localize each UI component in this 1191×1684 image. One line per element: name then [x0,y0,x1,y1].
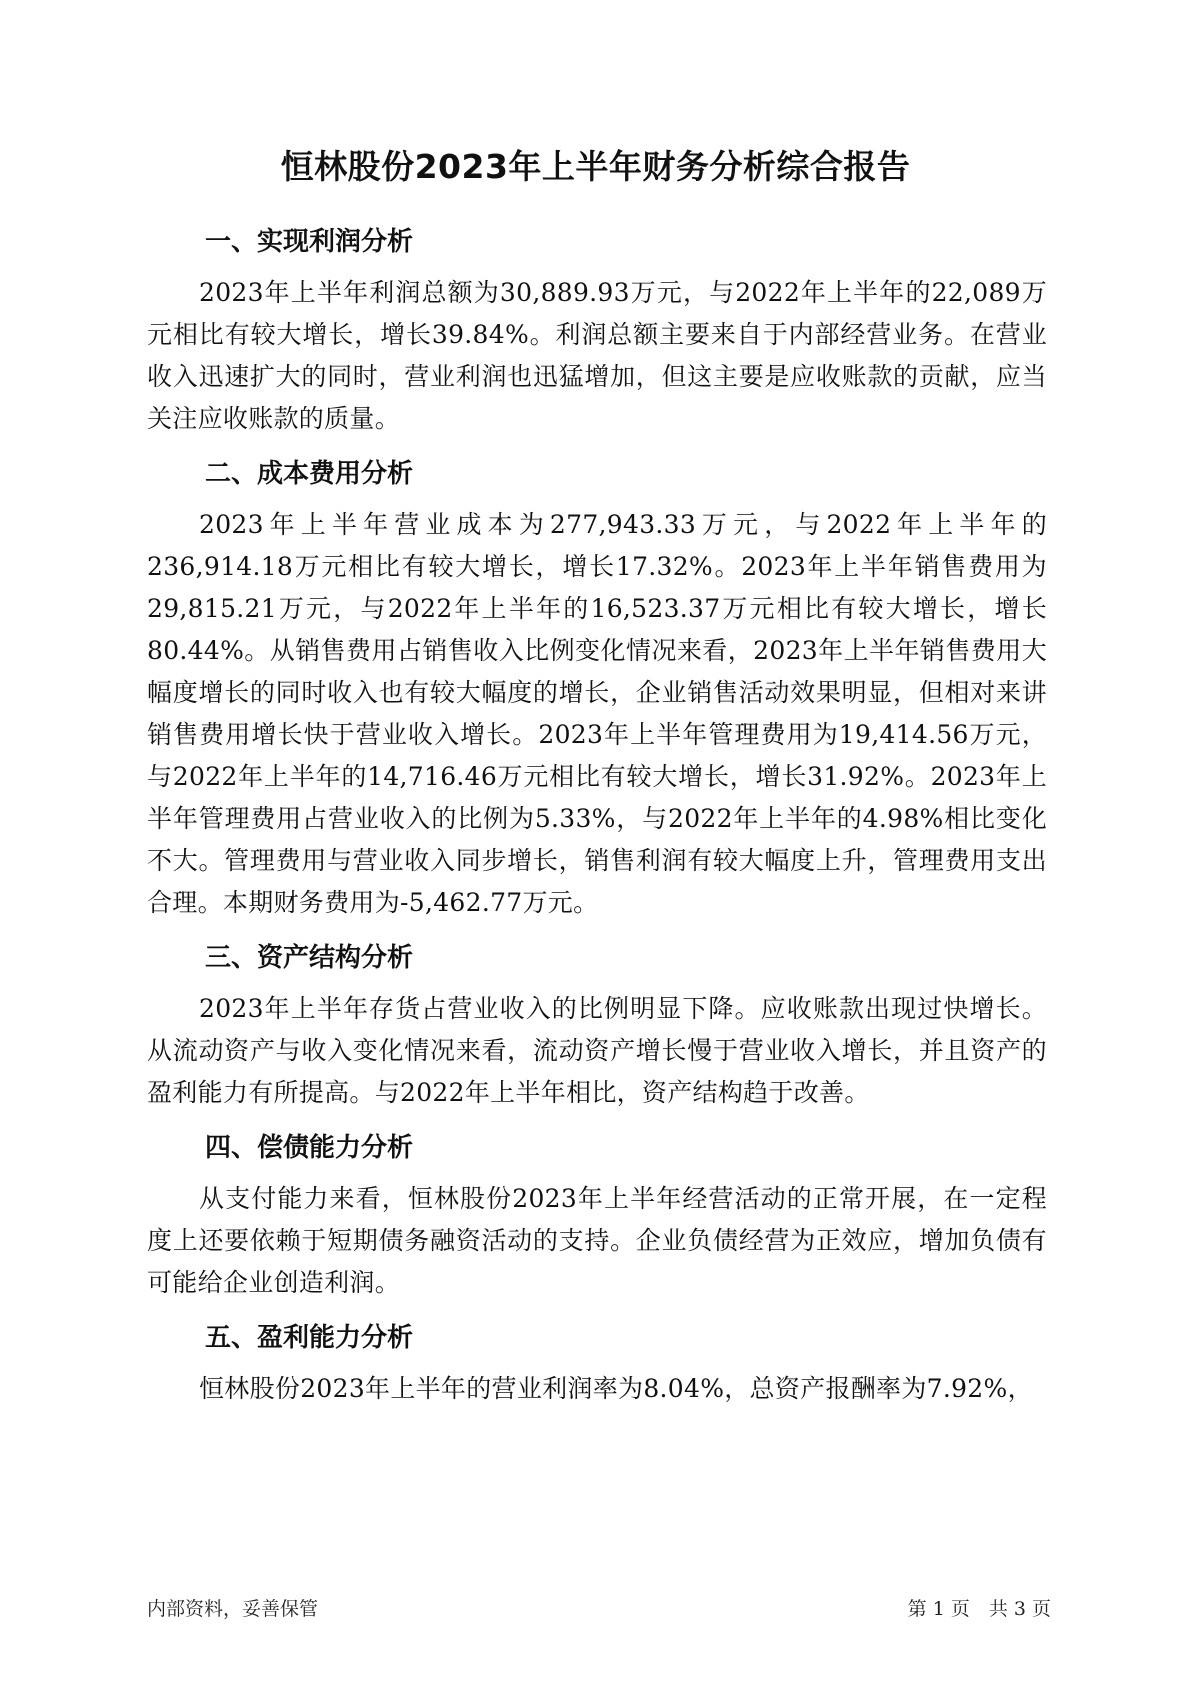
section-paragraph: 2023年上半年利润总额为30,889.93万元，与2022年上半年的22,089万元相比有较大增长，增长39.84%。利润总额主要来自于内部经营业务。在营业收入迅速扩大的同时，营业利润也迅猛增加，但这主要是应收账款的贡献，应当关注应收账款的质量。 [147,278,1047,433]
section-heading: 一、实现利润分析 [205,227,414,257]
section-profit [147,222,1047,440]
section-paragraph: 恒林股份2023年上半年的营业利润率为8.04%，总资产报酬率为7.92%， [199,1374,1033,1403]
section-profitability [147,1318,1047,1410]
document-title: 恒林股份2023年上半年财务分析综合报告 [280,147,911,186]
footer-page-number: 第 1 页 共 3 页 [907,1598,1051,1620]
section-heading: 四、偿债能力分析 [205,1133,414,1163]
section-paragraph: 2023年上半年营业成本为277,943.33万元，与2022年上半年的236,914.18万元相比有较大增长，增长17.32%。2023年上半年销售费用为29,815.21万元，与2022年上半年的16,523.37万元相比有较大增长，增长80.44%。从销售费用占销售收入比例变化情况来看，2023年上半年销售费用大幅度增长的同时收入也有较大幅度的增长，企业销售活动效果明显，但相对来讲销售费用增长快于营业收入增长。2023年上半年管理费用为19,414.56万元，与2022年上半年的14,716.46万元相比有较大增长，增长31.92%。2023年上半年管理费用占营业收入的比例为5.33%，与2022年上半年的4.98%相比变化不大。管理费用与营业收入同步增长，销售利润有较大幅度上升，管理费用支出合理。本期财务费用为-5,462.77万元。 [147,510,1047,917]
section-asset-structure [147,938,1047,1114]
footer-confidential-note: 内部资料，妥善保管 [147,1598,319,1620]
section-cost-expense [147,454,1047,924]
section-heading: 三、资产结构分析 [205,943,414,973]
section-paragraph: 2023年上半年存货占营业收入的比例明显下降。应收账款出现过快增长。从流动资产与收入变化情况来看，流动资产增长慢于营业收入增长，并且资产的盈利能力有所提高。与2022年上半年相比，资产结构趋于改善。 [147,994,1047,1107]
section-paragraph: 从支付能力来看，恒林股份2023年上半年经营活动的正常开展，在一定程度上还要依赖于短期债务融资活动的支持。企业负债经营为正效应，增加负债有可能给企业创造利润。 [147,1184,1047,1297]
section-heading: 二、成本费用分析 [205,459,414,489]
section-heading: 五、盈利能力分析 [205,1323,414,1353]
document-body [147,222,1047,1424]
section-solvency [147,1128,1047,1304]
